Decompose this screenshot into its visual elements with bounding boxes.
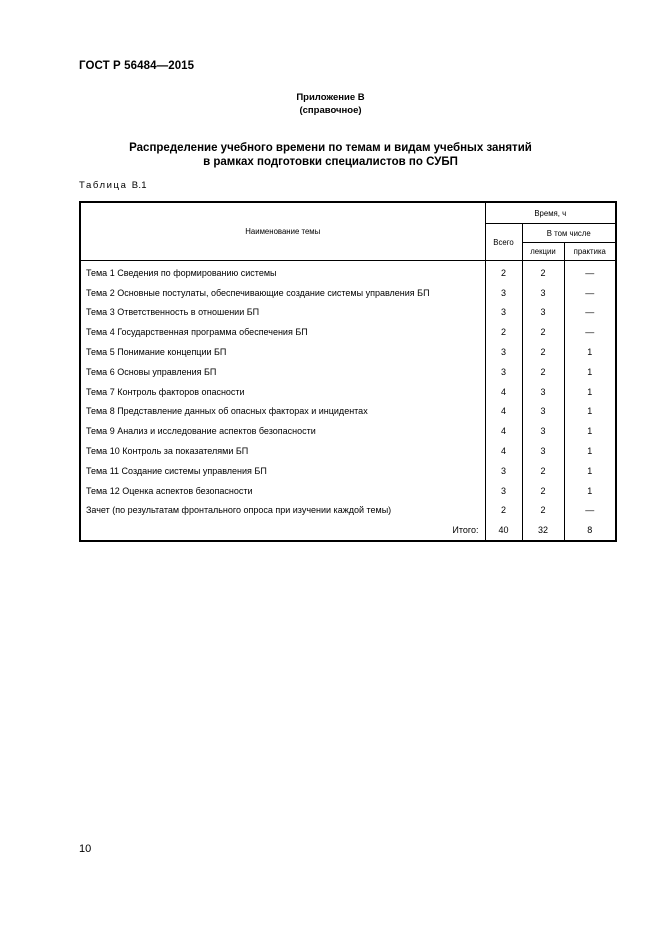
table-row (80, 362, 616, 382)
section-title-line-2: в рамках подготовки специалистов по СУБП (203, 156, 458, 168)
practice-hours-cell: 1 (564, 362, 616, 382)
practice-hours-cell: 1 (564, 382, 616, 402)
topic-name-cell: Тема 11 Создание системы управления БП (80, 461, 485, 481)
totals-practice-hours: 8 (564, 520, 616, 541)
table-caption-number: В.1 (131, 180, 147, 191)
lecture-hours-cell: 3 (522, 441, 564, 461)
section-title-line-1: Распределение учебного времени по темам и видам учебных занятий (129, 142, 532, 154)
page-number: 10 (79, 843, 92, 855)
lecture-hours-cell: 2 (522, 501, 564, 521)
practice-hours-cell: 1 (564, 342, 616, 362)
practice-hours-cell: 1 (564, 441, 616, 461)
lecture-hours-cell: 2 (522, 322, 564, 342)
practice-hours-cell: — (564, 261, 616, 283)
total-hours-cell: 3 (485, 342, 522, 362)
total-hours-cell: 4 (485, 382, 522, 402)
table-row (80, 402, 616, 422)
practice-hours-cell: 1 (564, 481, 616, 501)
lecture-hours-cell: 3 (522, 421, 564, 441)
practice-hours-cell: — (564, 501, 616, 521)
table-row (80, 441, 616, 461)
topic-name-cell: Тема 9 Анализ и исследование аспектов безопасности (80, 421, 485, 441)
topic-name-cell: Тема 6 Основы управления БП (80, 362, 485, 382)
header-practice: практика (564, 243, 616, 261)
table-row (80, 481, 616, 501)
total-hours-cell: 2 (485, 261, 522, 283)
table-row (80, 382, 616, 402)
table-row (80, 303, 616, 323)
header-total: Всего (485, 224, 522, 261)
total-hours-cell: 3 (485, 461, 522, 481)
total-hours-cell: 3 (485, 283, 522, 303)
total-hours-cell: 3 (485, 303, 522, 323)
header-including: В том числе (522, 224, 616, 243)
table-row (80, 342, 616, 362)
table-row (80, 501, 616, 521)
topic-name-cell: Тема 5 Понимание концепции БП (80, 342, 485, 362)
total-hours-cell: 4 (485, 421, 522, 441)
topic-name-cell: Тема 7 Контроль факторов опасности (80, 382, 485, 402)
header-topic-name: Наименование темы (80, 202, 485, 261)
table-row (80, 261, 616, 283)
appendix-title: Приложение В (296, 92, 365, 103)
lecture-hours-cell: 2 (522, 481, 564, 501)
totals-lecture-hours: 32 (522, 520, 564, 541)
total-hours-cell: 3 (485, 362, 522, 382)
practice-hours-cell: — (564, 303, 616, 323)
totals-total-hours: 40 (485, 520, 522, 541)
lecture-hours-cell: 2 (522, 362, 564, 382)
lecture-hours-cell: 3 (522, 303, 564, 323)
topic-name-cell: Зачет (по результатам фронтального опроса при изучении каждой темы) (80, 501, 485, 521)
document-code: ГОСТ Р 56484—2015 (79, 60, 195, 72)
table-row (80, 322, 616, 342)
total-hours-cell: 2 (485, 501, 522, 521)
totals-row (80, 520, 616, 541)
table-caption-word: Таблица (79, 180, 128, 191)
header-time: Время, ч (485, 202, 616, 224)
practice-hours-cell: — (564, 322, 616, 342)
total-hours-cell: 4 (485, 402, 522, 422)
lecture-hours-cell: 3 (522, 402, 564, 422)
topic-name-cell: Тема 2 Основные постулаты, обеспечивающие создание системы управления БП (80, 283, 485, 303)
practice-hours-cell: 1 (564, 402, 616, 422)
appendix-heading (0, 91, 661, 117)
table-caption (79, 180, 147, 191)
study-time-table (79, 201, 617, 542)
totals-label: Итого: (80, 520, 485, 541)
practice-hours-cell: 1 (564, 421, 616, 441)
lecture-hours-cell: 3 (522, 382, 564, 402)
section-title (0, 141, 661, 169)
topic-name-cell: Тема 10 Контроль за показателями БП (80, 441, 485, 461)
topic-name-cell: Тема 12 Оценка аспектов безопасности (80, 481, 485, 501)
table-row (80, 283, 616, 303)
total-hours-cell: 4 (485, 441, 522, 461)
topic-name-cell: Тема 1 Сведения по формированию системы (80, 261, 485, 283)
topic-name-cell: Тема 8 Представление данных об опасных факторах и инцидентах (80, 402, 485, 422)
table-row (80, 421, 616, 441)
topic-name-cell: Тема 4 Государственная программа обеспечения БП (80, 322, 485, 342)
lecture-hours-cell: 2 (522, 342, 564, 362)
header-lectures: лекции (522, 243, 564, 261)
total-hours-cell: 2 (485, 322, 522, 342)
lecture-hours-cell: 2 (522, 261, 564, 283)
topic-name-cell: Тема 3 Ответственность в отношении БП (80, 303, 485, 323)
practice-hours-cell: 1 (564, 461, 616, 481)
lecture-hours-cell: 2 (522, 461, 564, 481)
practice-hours-cell: — (564, 283, 616, 303)
lecture-hours-cell: 3 (522, 283, 564, 303)
appendix-subtitle: (справочное) (299, 105, 362, 116)
total-hours-cell: 3 (485, 481, 522, 501)
table-row (80, 461, 616, 481)
